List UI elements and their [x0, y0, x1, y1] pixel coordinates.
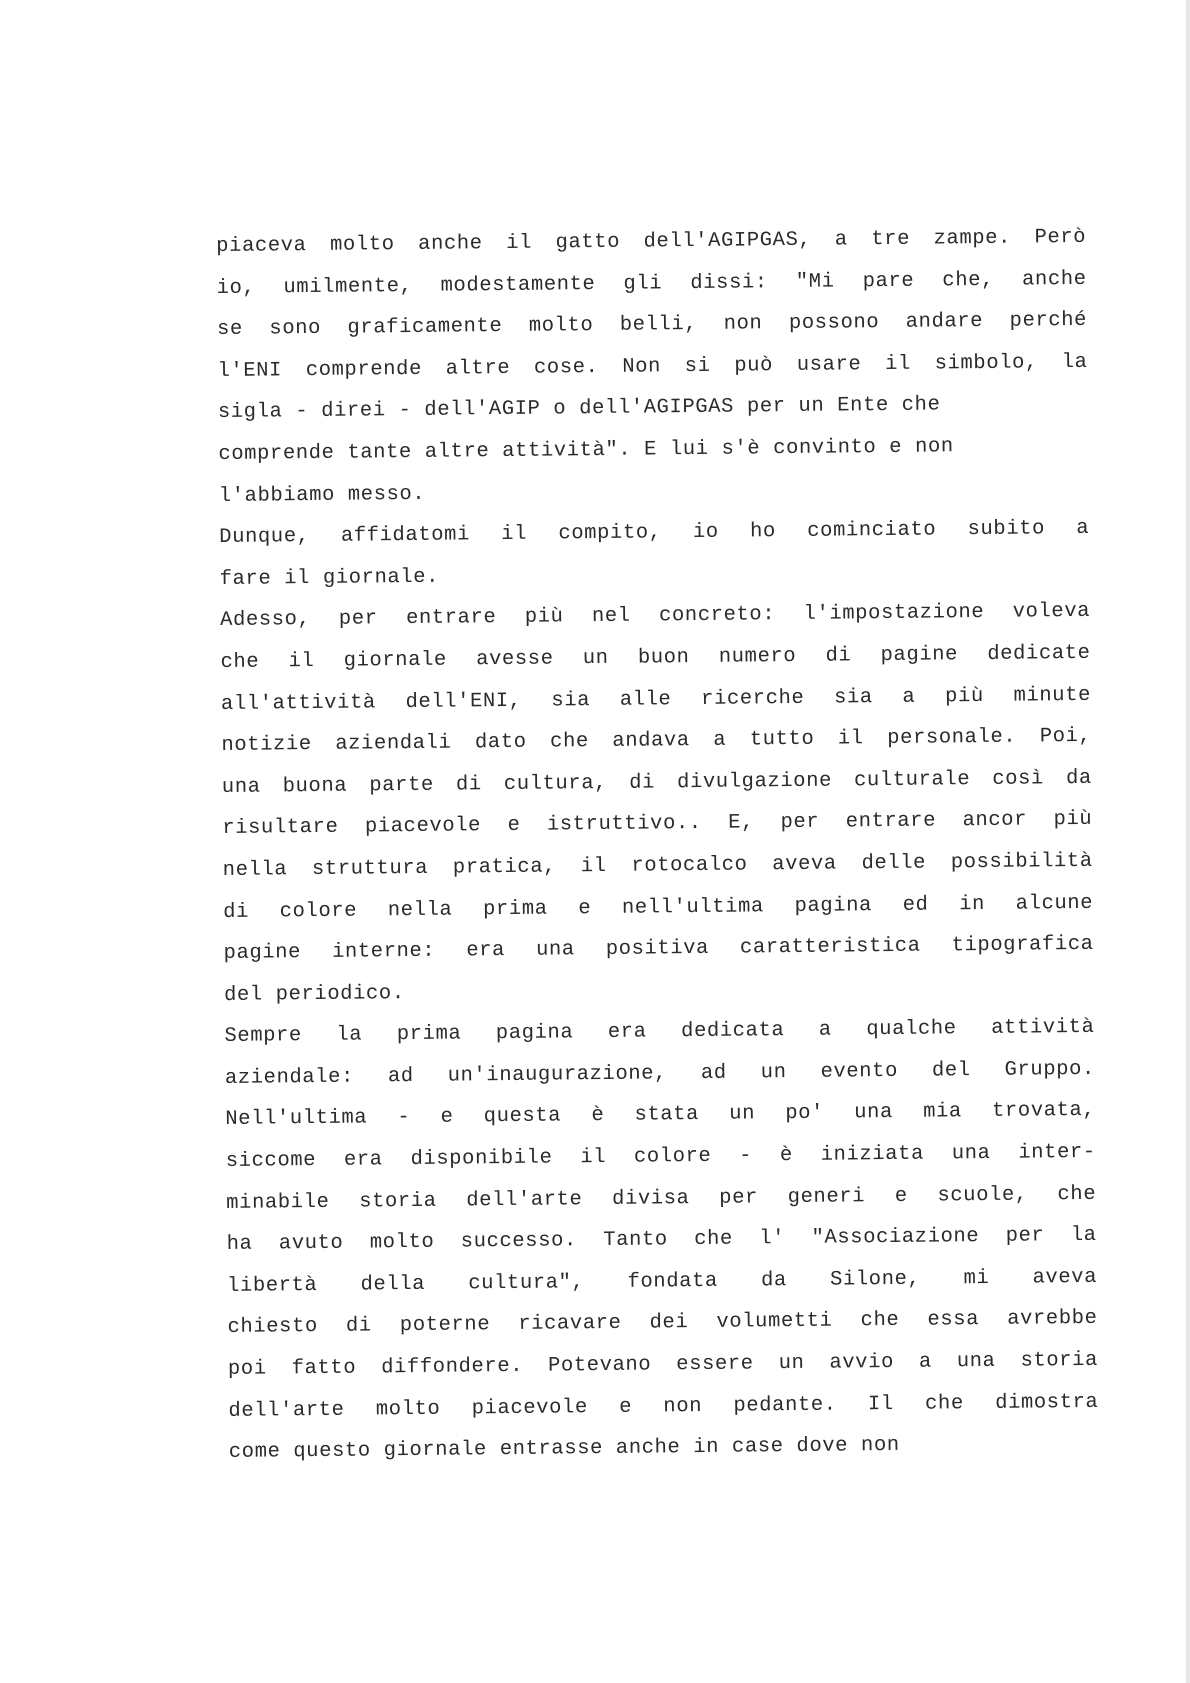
text-line: notizie aziendali dato che andava a tutto il personale. Poi, [221, 724, 1092, 758]
text-line: una buona parte di cultura, di divulgazione culturale così da [221, 766, 1092, 799]
text-line: di colore nella prima e nell'ultima pagina ed in alcune [223, 891, 1094, 924]
text-line: all'attività dell'ENI, sia alle ricerche sia a più minute [220, 683, 1092, 716]
scan-edge [1186, 0, 1190, 1683]
text-line: libertà della cultura", fondata da Silone, mi aveva [226, 1265, 1098, 1298]
text-line: del periodico. [223, 981, 405, 1007]
text-line: ha avuto molto successo. Tanto che l' "Associazione per la [226, 1224, 1097, 1257]
text-line: comprende tante altre attività". E lui s'è convinto e non [218, 435, 954, 466]
text-line: sigla - direi - dell'AGIP o dell'AGIPGAS per un Ente che [217, 393, 941, 425]
text-line: se sono graficamente molto belli, non possono andare perché [216, 309, 1088, 342]
text-line: che il giornale avesse un buon numero di pagine dedicate [220, 641, 1091, 674]
text-line: minabile storia dell'arte divisa per generi e scuole, che [226, 1182, 1097, 1215]
text-line: pagine interne: era una positiva caratteristica tipografica [223, 932, 1094, 966]
text-line: come questo giornale entrasse anche in case dove non [228, 1434, 900, 1465]
text-line: Adesso, per entrare più nel concreto: l'impostazione voleva [220, 600, 1091, 633]
text-line: risultare piacevole e istruttivo.. E, per entrare ancor più [222, 808, 1093, 841]
text-line: io, umilmente, modestamente gli dissi: "Mi pare che, anche [216, 267, 1087, 300]
text-line: l'ENI comprende altre cose. Non si può usare il simbolo, la [217, 350, 1088, 383]
text-line: piaceva molto anche il gatto dell'AGIPGAS, a tre zampe. Però [216, 225, 1087, 258]
text-line: siccome era disponibile il colore - è iniziata una inter- [225, 1140, 1096, 1174]
text-line: dell'arte molto piacevole e non pedante. Il che dimostra [228, 1390, 1099, 1423]
text-line: chiesto di poterne ricavare dei volumetti che essa avrebbe [227, 1307, 1098, 1340]
text-line: Sempre la prima pagina era dedicata a qualche attività [224, 1016, 1095, 1049]
text-line: poi fatto diffondere. Potevano essere un avvio a una storia [227, 1348, 1099, 1381]
text-line: Dunque, affidatomi il compito, io ho cominciato subito a [219, 517, 1090, 550]
text-line: l'abbiamo messo. [218, 482, 426, 508]
text-line: fare il giornale. [219, 565, 440, 591]
text-line: nella struttura pratica, il rotocalco aveva delle possibilità [222, 849, 1093, 882]
body-text [216, 217, 1099, 1474]
text-line: Nell'ultima - e questa è stata un po' una mia trovata, [225, 1099, 1096, 1132]
text-line: aziendale: ad un'inaugurazione, ad un evento del Gruppo. [224, 1057, 1095, 1090]
